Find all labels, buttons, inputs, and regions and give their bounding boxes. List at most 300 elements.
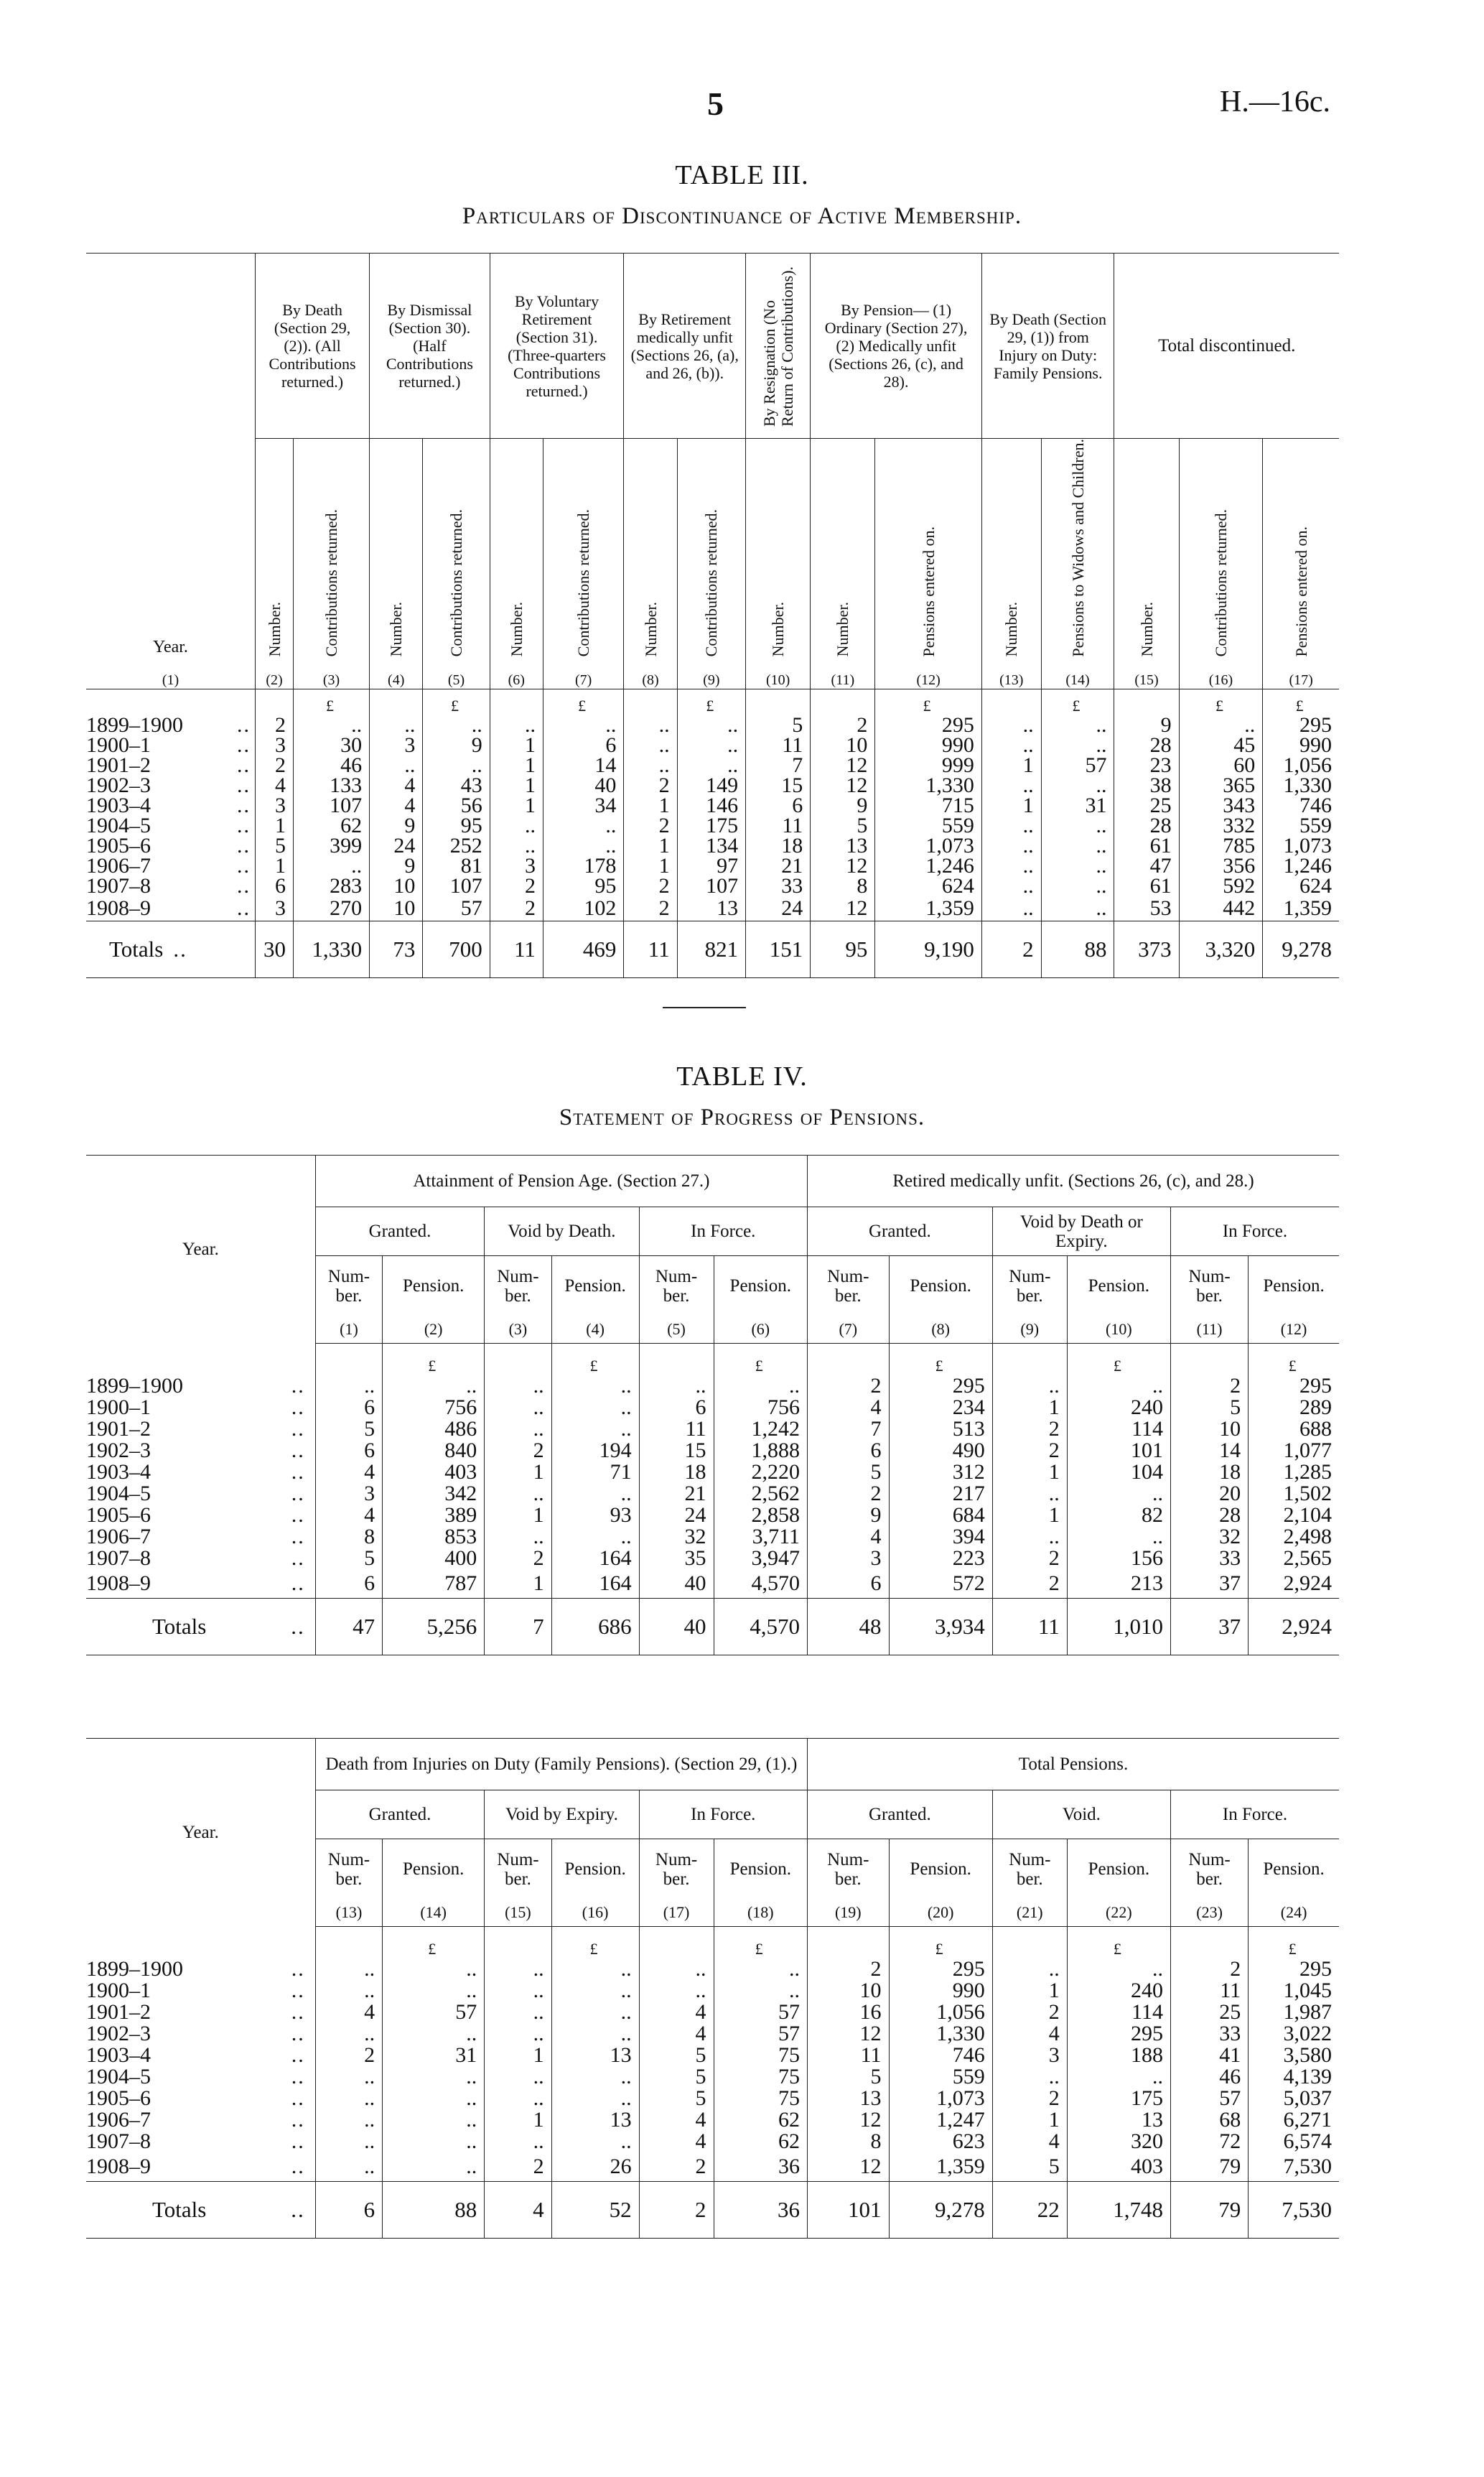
- table-cell: 175: [677, 816, 745, 836]
- table-cell: 1,359: [875, 896, 982, 921]
- table-cell: ..: [992, 1526, 1067, 1548]
- column-number: (5): [639, 1316, 714, 1344]
- table-cell: 1,502: [1249, 1483, 1339, 1505]
- table-cell: 1,242: [714, 1418, 808, 1440]
- table-cell: ..: [981, 715, 1041, 735]
- leader-dots: ..: [291, 2022, 305, 2045]
- total-cell: 37: [1170, 1598, 1248, 1655]
- group-header-text: By Resignation (No Return of Contributions).: [760, 266, 796, 427]
- table-cell: ..: [551, 2131, 639, 2152]
- currency-row: [86, 1927, 1339, 1959]
- table-cell: 60: [1179, 756, 1263, 776]
- currency-symbol: £: [383, 1927, 485, 1959]
- total-cell: 88: [1041, 921, 1114, 977]
- table-cell: 20: [1170, 1483, 1248, 1505]
- column-subheader-text: Number.: [834, 602, 852, 657]
- column-number-row: [86, 666, 1339, 689]
- table-cell: 5,037: [1249, 2088, 1339, 2109]
- table-cell: 1,888: [714, 1440, 808, 1461]
- table-cell: 9: [423, 735, 490, 756]
- table-cell: 107: [677, 876, 745, 896]
- leader-dots: ..: [291, 2196, 305, 2222]
- column-subheader-text: Number.: [387, 602, 406, 657]
- table-cell: ..: [1041, 836, 1114, 856]
- table-cell: ..: [315, 2023, 382, 2045]
- group-header: Total discontinued.: [1114, 254, 1339, 439]
- table-row: [86, 715, 1339, 735]
- table3-title: TABLE III.: [675, 160, 809, 190]
- table-cell: 93: [551, 1505, 639, 1526]
- leader-dots: ..: [291, 2000, 305, 2024]
- year-header: Year.: [86, 1156, 315, 1344]
- table-cell: 2: [255, 715, 293, 735]
- table-cell: 25: [1171, 2002, 1249, 2023]
- table-cell: 1: [992, 2109, 1067, 2131]
- year-text: 1902–3: [86, 773, 151, 798]
- table-cell: 2,498: [1249, 1526, 1339, 1548]
- table-cell: 3: [255, 735, 293, 756]
- column-number: (12): [875, 666, 982, 689]
- table-cell: ..: [1041, 856, 1114, 876]
- table-cell: 97: [677, 856, 745, 876]
- group-header: By Pension— (1) Ordinary (Section 27), (2) Medically unfit (Sections 26, (c), and 28).: [811, 254, 982, 439]
- table-cell: 7: [808, 1418, 889, 1440]
- group-header: [746, 254, 811, 439]
- group-header: By Death (Section 29, (2)). (All Contributions returned.): [255, 254, 369, 439]
- table-row: [86, 2002, 1339, 2023]
- table-cell: 9: [370, 856, 423, 876]
- table-cell: 3: [808, 1548, 889, 1569]
- table-cell: 107: [294, 796, 370, 816]
- column-subheader: [490, 439, 543, 666]
- pension-header: Pension.: [1249, 1256, 1339, 1316]
- table-cell: 2: [1171, 1958, 1249, 1980]
- table-cell: 3: [370, 735, 423, 756]
- table-cell: 43: [423, 776, 490, 796]
- table-cell: ..: [485, 1526, 551, 1548]
- table-cell: 12: [808, 2152, 890, 2181]
- table-cell: 47: [1114, 856, 1179, 876]
- table-cell: 4: [370, 796, 423, 816]
- table-cell: 3,711: [714, 1526, 808, 1548]
- column-number: (14): [1041, 666, 1114, 689]
- table-row: [86, 776, 1339, 796]
- table-cell: 399: [294, 836, 370, 856]
- year-text: 1906–7: [86, 2108, 151, 2132]
- column-subheader-text: Number.: [769, 602, 788, 657]
- leader-dots: ..: [236, 733, 251, 758]
- table-cell: 5: [315, 1418, 382, 1440]
- year-text: 1900–1: [86, 1979, 151, 2002]
- table-cell: 572: [889, 1569, 992, 1598]
- table-cell: 57: [714, 2002, 807, 2023]
- table-cell: 312: [889, 1461, 992, 1483]
- table-cell: 2: [811, 715, 875, 735]
- table-cell: 6: [808, 1569, 889, 1598]
- leader-dots: ..: [236, 773, 251, 798]
- table-cell: 32: [639, 1526, 714, 1548]
- table-cell: 5: [992, 2152, 1067, 2181]
- table-cell: 13: [808, 2088, 890, 2109]
- column-number: (17): [639, 1900, 714, 1927]
- table-cell: 2: [624, 776, 677, 796]
- table-cell: ..: [551, 1375, 639, 1397]
- column-subheader-text: Pensions entered on.: [919, 526, 938, 657]
- table-cell: ..: [551, 1418, 639, 1440]
- table-cell: 5: [639, 2066, 714, 2088]
- number-header: Num- ber.: [639, 1256, 714, 1316]
- table-cell: 295: [889, 1375, 992, 1397]
- total-cell: 3,320: [1179, 921, 1263, 977]
- table-cell: 2: [992, 1548, 1067, 1569]
- table-cell: 2: [624, 816, 677, 836]
- table-cell: 6: [255, 876, 293, 896]
- table-cell: 1: [485, 1569, 551, 1598]
- table-cell: ..: [1041, 876, 1114, 896]
- column-number: (23): [1171, 1900, 1249, 1927]
- table-cell: 34: [543, 796, 623, 816]
- table-cell: 9: [808, 1505, 889, 1526]
- table4-title: TABLE IV.: [676, 1061, 808, 1092]
- table-cell: 4: [639, 2023, 714, 2045]
- table-cell: 2,220: [714, 1461, 808, 1483]
- leader-dots: ..: [291, 1546, 305, 1570]
- column-number: (15): [1114, 666, 1179, 689]
- table-cell: 133: [294, 776, 370, 796]
- table-cell: ..: [490, 715, 543, 735]
- currency-symbol: [639, 1344, 714, 1376]
- table-cell: 1,246: [1263, 856, 1339, 876]
- table-cell: 2: [315, 2045, 382, 2066]
- table-cell: 6: [543, 735, 623, 756]
- pension-header: Pension.: [1067, 1256, 1170, 1316]
- row-year: [86, 2045, 315, 2066]
- table-cell: 1: [485, 1461, 551, 1483]
- table-cell: 6: [315, 1569, 382, 1598]
- row-year: [86, 753, 255, 778]
- table-cell: 490: [889, 1440, 992, 1461]
- table-row: [86, 1483, 1339, 1505]
- table-cell: 194: [551, 1440, 639, 1461]
- table-cell: 13: [811, 836, 875, 856]
- column-number: (8): [889, 1316, 992, 1344]
- table3-group-header: [86, 254, 1339, 439]
- table-cell: 5: [255, 836, 293, 856]
- table-cell: 5: [1170, 1397, 1248, 1418]
- table-cell: 295: [1249, 1958, 1339, 1980]
- total-cell: 52: [551, 2181, 639, 2238]
- subgroup-header: Void.: [992, 1790, 1170, 1839]
- currency-symbol: £: [551, 1927, 639, 1959]
- row-year: [86, 876, 255, 896]
- year-text: 1903–4: [86, 2043, 151, 2067]
- column-subheader: [255, 439, 293, 666]
- table-cell: 104: [1067, 1461, 1170, 1483]
- table-cell: ..: [315, 1958, 382, 1980]
- pension-header: Pension.: [714, 1256, 808, 1316]
- table-cell: 289: [1249, 1397, 1339, 1418]
- year-text: 1900–1: [86, 733, 151, 758]
- table-cell: 1: [490, 735, 543, 756]
- currency-symbol: [485, 1344, 551, 1376]
- table-cell: 240: [1067, 1980, 1170, 2002]
- total-cell: 4,570: [714, 1598, 808, 1655]
- column-number: (21): [992, 1900, 1067, 1927]
- total-cell: 469: [543, 921, 623, 977]
- currency-symbol: [86, 689, 255, 716]
- table-cell: 559: [875, 816, 982, 836]
- table-cell: 1: [255, 816, 293, 836]
- table-cell: ..: [485, 1418, 551, 1440]
- column-subheader: [423, 439, 490, 666]
- table-cell: ..: [624, 715, 677, 735]
- table-row: [86, 756, 1339, 776]
- table-cell: 1,359: [1263, 896, 1339, 921]
- year-text: 1899–1900: [86, 713, 183, 738]
- table-cell: 1,073: [889, 2088, 992, 2109]
- table-cell: 33: [746, 876, 811, 896]
- table-cell: 4: [639, 2109, 714, 2131]
- table-cell: 389: [383, 1505, 485, 1526]
- table-cell: 1: [490, 796, 543, 816]
- subgroup-header: Granted.: [808, 1790, 993, 1839]
- total-cell: 79: [1171, 2181, 1249, 2238]
- column-number: (11): [811, 666, 875, 689]
- table-cell: 1,073: [875, 836, 982, 856]
- column-subheader: [370, 439, 423, 666]
- table-row: [86, 1548, 1339, 1569]
- column-number: (12): [1249, 1316, 1339, 1344]
- table-cell: ..: [383, 2109, 485, 2131]
- table-cell: 9: [370, 816, 423, 836]
- currency-symbol: [485, 1927, 551, 1959]
- row-year: [86, 1505, 315, 1526]
- table-cell: ..: [981, 836, 1041, 856]
- column-subheader-text: Number.: [265, 602, 284, 657]
- row-year: [86, 1569, 315, 1598]
- table-cell: 1: [490, 756, 543, 776]
- table-cell: ..: [551, 2023, 639, 2045]
- table-cell: 28: [1114, 816, 1179, 836]
- pension-header: Pension.: [383, 1256, 485, 1316]
- currency-symbol: [1171, 1927, 1249, 1959]
- table-cell: 624: [875, 876, 982, 896]
- table4-group-header: [86, 1739, 1339, 1790]
- subgroup-header: In Force.: [1170, 1207, 1339, 1256]
- table-cell: 4: [315, 1505, 382, 1526]
- table-cell: 61: [1114, 876, 1179, 896]
- pension-header: Pension.: [889, 1839, 992, 1900]
- table-cell: 756: [714, 1397, 808, 1418]
- table-cell: 4: [315, 1461, 382, 1483]
- row-year: [86, 816, 255, 836]
- totals-row: [86, 921, 1339, 977]
- table-cell: 1: [624, 796, 677, 816]
- table-cell: 2: [485, 2152, 551, 2181]
- table-cell: 295: [889, 1958, 992, 1980]
- table-cell: 592: [1179, 876, 1263, 896]
- table-cell: 513: [889, 1418, 992, 1440]
- number-header: Num- ber.: [808, 1839, 890, 1900]
- year-header: Year.: [86, 254, 255, 666]
- leader-dots: ..: [291, 1460, 305, 1484]
- currency-symbol: £: [294, 689, 370, 716]
- leader-dots: ..: [236, 896, 251, 920]
- table-cell: ..: [1041, 735, 1114, 756]
- table-cell: ..: [551, 1980, 639, 2002]
- column-number: (4): [551, 1316, 639, 1344]
- table3: [86, 253, 1339, 978]
- table-cell: 1: [624, 856, 677, 876]
- number-header: Num- ber.: [485, 1839, 551, 1900]
- currency-symbol: £: [1067, 1927, 1170, 1959]
- table-cell: 79: [1171, 2152, 1249, 2181]
- table-cell: 6: [746, 796, 811, 816]
- subgroup-header: Void by Death.: [485, 1207, 639, 1256]
- column-number: (1): [315, 1316, 382, 1344]
- table-cell: 101: [1067, 1440, 1170, 1461]
- group-header: Death from Injuries on Duty (Family Pensions). (Section 29, (1).): [315, 1739, 807, 1790]
- table-row: [86, 1397, 1339, 1418]
- table-cell: 35: [639, 1548, 714, 1569]
- column-subheader-text: Contributions returned.: [1211, 509, 1230, 657]
- table-cell: ..: [383, 2131, 485, 2152]
- table-cell: 1,330: [1263, 776, 1339, 796]
- table-cell: 270: [294, 896, 370, 921]
- table-cell: ..: [551, 2002, 639, 2023]
- table-cell: 295: [875, 715, 982, 735]
- table-cell: 990: [875, 735, 982, 756]
- table-cell: ..: [543, 836, 623, 856]
- total-cell: 9,278: [889, 2181, 992, 2238]
- table-cell: 365: [1179, 776, 1263, 796]
- column-subheader-text: Pensions to Widows and Children.: [1068, 439, 1087, 657]
- row-year: [86, 2131, 315, 2152]
- year-header: Year.: [86, 1739, 315, 1927]
- table-cell: 1,330: [889, 2023, 992, 2045]
- table-cell: 1,045: [1249, 1980, 1339, 2002]
- table-cell: 2,104: [1249, 1505, 1339, 1526]
- totals-label: [86, 1598, 315, 1655]
- table-cell: 756: [383, 1397, 485, 1418]
- table-cell: 2,562: [714, 1483, 808, 1505]
- currency-symbol: [1170, 1344, 1248, 1376]
- currency-symbol: [808, 1344, 889, 1376]
- table-cell: 5: [639, 2045, 714, 2066]
- table-cell: 1: [981, 756, 1041, 776]
- table-cell: ..: [551, 1958, 639, 1980]
- table-cell: 295: [1263, 715, 1339, 735]
- total-cell: 48: [808, 1598, 889, 1655]
- row-year: [86, 735, 255, 756]
- table-cell: ..: [551, 2088, 639, 2109]
- currency-symbol: £: [383, 1344, 485, 1376]
- column-subheader-text: Number.: [641, 602, 660, 657]
- number-header: Num- ber.: [808, 1256, 889, 1316]
- table-cell: 5: [315, 1548, 382, 1569]
- table-cell: 3: [992, 2045, 1067, 2066]
- pension-header: Pension.: [551, 1256, 639, 1316]
- table-cell: 13: [677, 896, 745, 921]
- leader-dots: ..: [291, 1417, 305, 1441]
- table-cell: 5: [639, 2088, 714, 2109]
- table-cell: 3: [490, 856, 543, 876]
- table-cell: 146: [677, 796, 745, 816]
- table-cell: 81: [423, 856, 490, 876]
- table-cell: ..: [1179, 715, 1263, 735]
- row-year: [86, 1980, 315, 2002]
- group-header: By Death (Section 29, (1)) from Injury on Duty: Family Pensions.: [981, 254, 1114, 439]
- table-cell: 12: [811, 756, 875, 776]
- table-cell: 11: [639, 1418, 714, 1440]
- column-subheader-text: Contributions returned.: [447, 509, 466, 657]
- table-cell: ..: [315, 2109, 382, 2131]
- row-year: [86, 1440, 315, 1461]
- table-cell: 2: [255, 756, 293, 776]
- leader-dots: ..: [291, 1503, 305, 1527]
- row-year: [86, 2109, 315, 2131]
- table-cell: 5: [808, 2066, 890, 2088]
- column-number: (18): [714, 1900, 807, 1927]
- pension-header: Pension.: [1067, 1839, 1170, 1900]
- table-cell: ..: [639, 1980, 714, 2002]
- table-cell: 68: [1171, 2109, 1249, 2131]
- table-cell: 15: [746, 776, 811, 796]
- number-header: Num- ber.: [992, 1256, 1067, 1316]
- table-cell: 240: [1067, 1397, 1170, 1418]
- table-cell: 11: [808, 2045, 890, 2066]
- table-cell: 178: [543, 856, 623, 876]
- table-cell: ..: [485, 2023, 551, 2045]
- totals-text: Totals: [152, 1613, 207, 1639]
- table-cell: 1: [485, 2109, 551, 2131]
- total-cell: 9,190: [875, 921, 982, 977]
- leader-dots: ..: [291, 1957, 305, 1981]
- table-cell: ..: [992, 1483, 1067, 1505]
- currency-symbol: £: [714, 1927, 807, 1959]
- table-cell: 57: [714, 2023, 807, 2045]
- subgroup-header: In Force.: [1171, 1790, 1340, 1839]
- table-cell: 149: [677, 776, 745, 796]
- table-row: [86, 1958, 1339, 1980]
- totals-row: [86, 2181, 1339, 2238]
- table-cell: ..: [551, 1483, 639, 1505]
- column-subheader: [981, 439, 1041, 666]
- table-cell: 990: [889, 1980, 992, 2002]
- table-cell: 2: [992, 1440, 1067, 1461]
- table-cell: 3,580: [1249, 2045, 1339, 2066]
- row-year: [86, 773, 255, 798]
- currency-symbol: [992, 1344, 1067, 1376]
- column-number: (16): [1179, 666, 1263, 689]
- column-subheader-text: Contributions returned.: [322, 509, 341, 657]
- leader-dots: ..: [291, 1439, 305, 1462]
- table-cell: 559: [889, 2066, 992, 2088]
- table-cell: 11: [746, 735, 811, 756]
- table-cell: ..: [370, 756, 423, 776]
- table-cell: 3,022: [1249, 2023, 1339, 2045]
- column-number: (5): [423, 666, 490, 689]
- total-cell: 151: [746, 921, 811, 977]
- table-cell: ..: [383, 2023, 485, 2045]
- table-cell: 2: [992, 2002, 1067, 2023]
- table-cell: 1,285: [1249, 1461, 1339, 1483]
- table-cell: 75: [714, 2066, 807, 2088]
- total-cell: 686: [551, 1598, 639, 1655]
- table-cell: 13: [551, 2045, 639, 2066]
- column-number: (10): [1067, 1316, 1170, 1344]
- currency-symbol: [624, 689, 677, 716]
